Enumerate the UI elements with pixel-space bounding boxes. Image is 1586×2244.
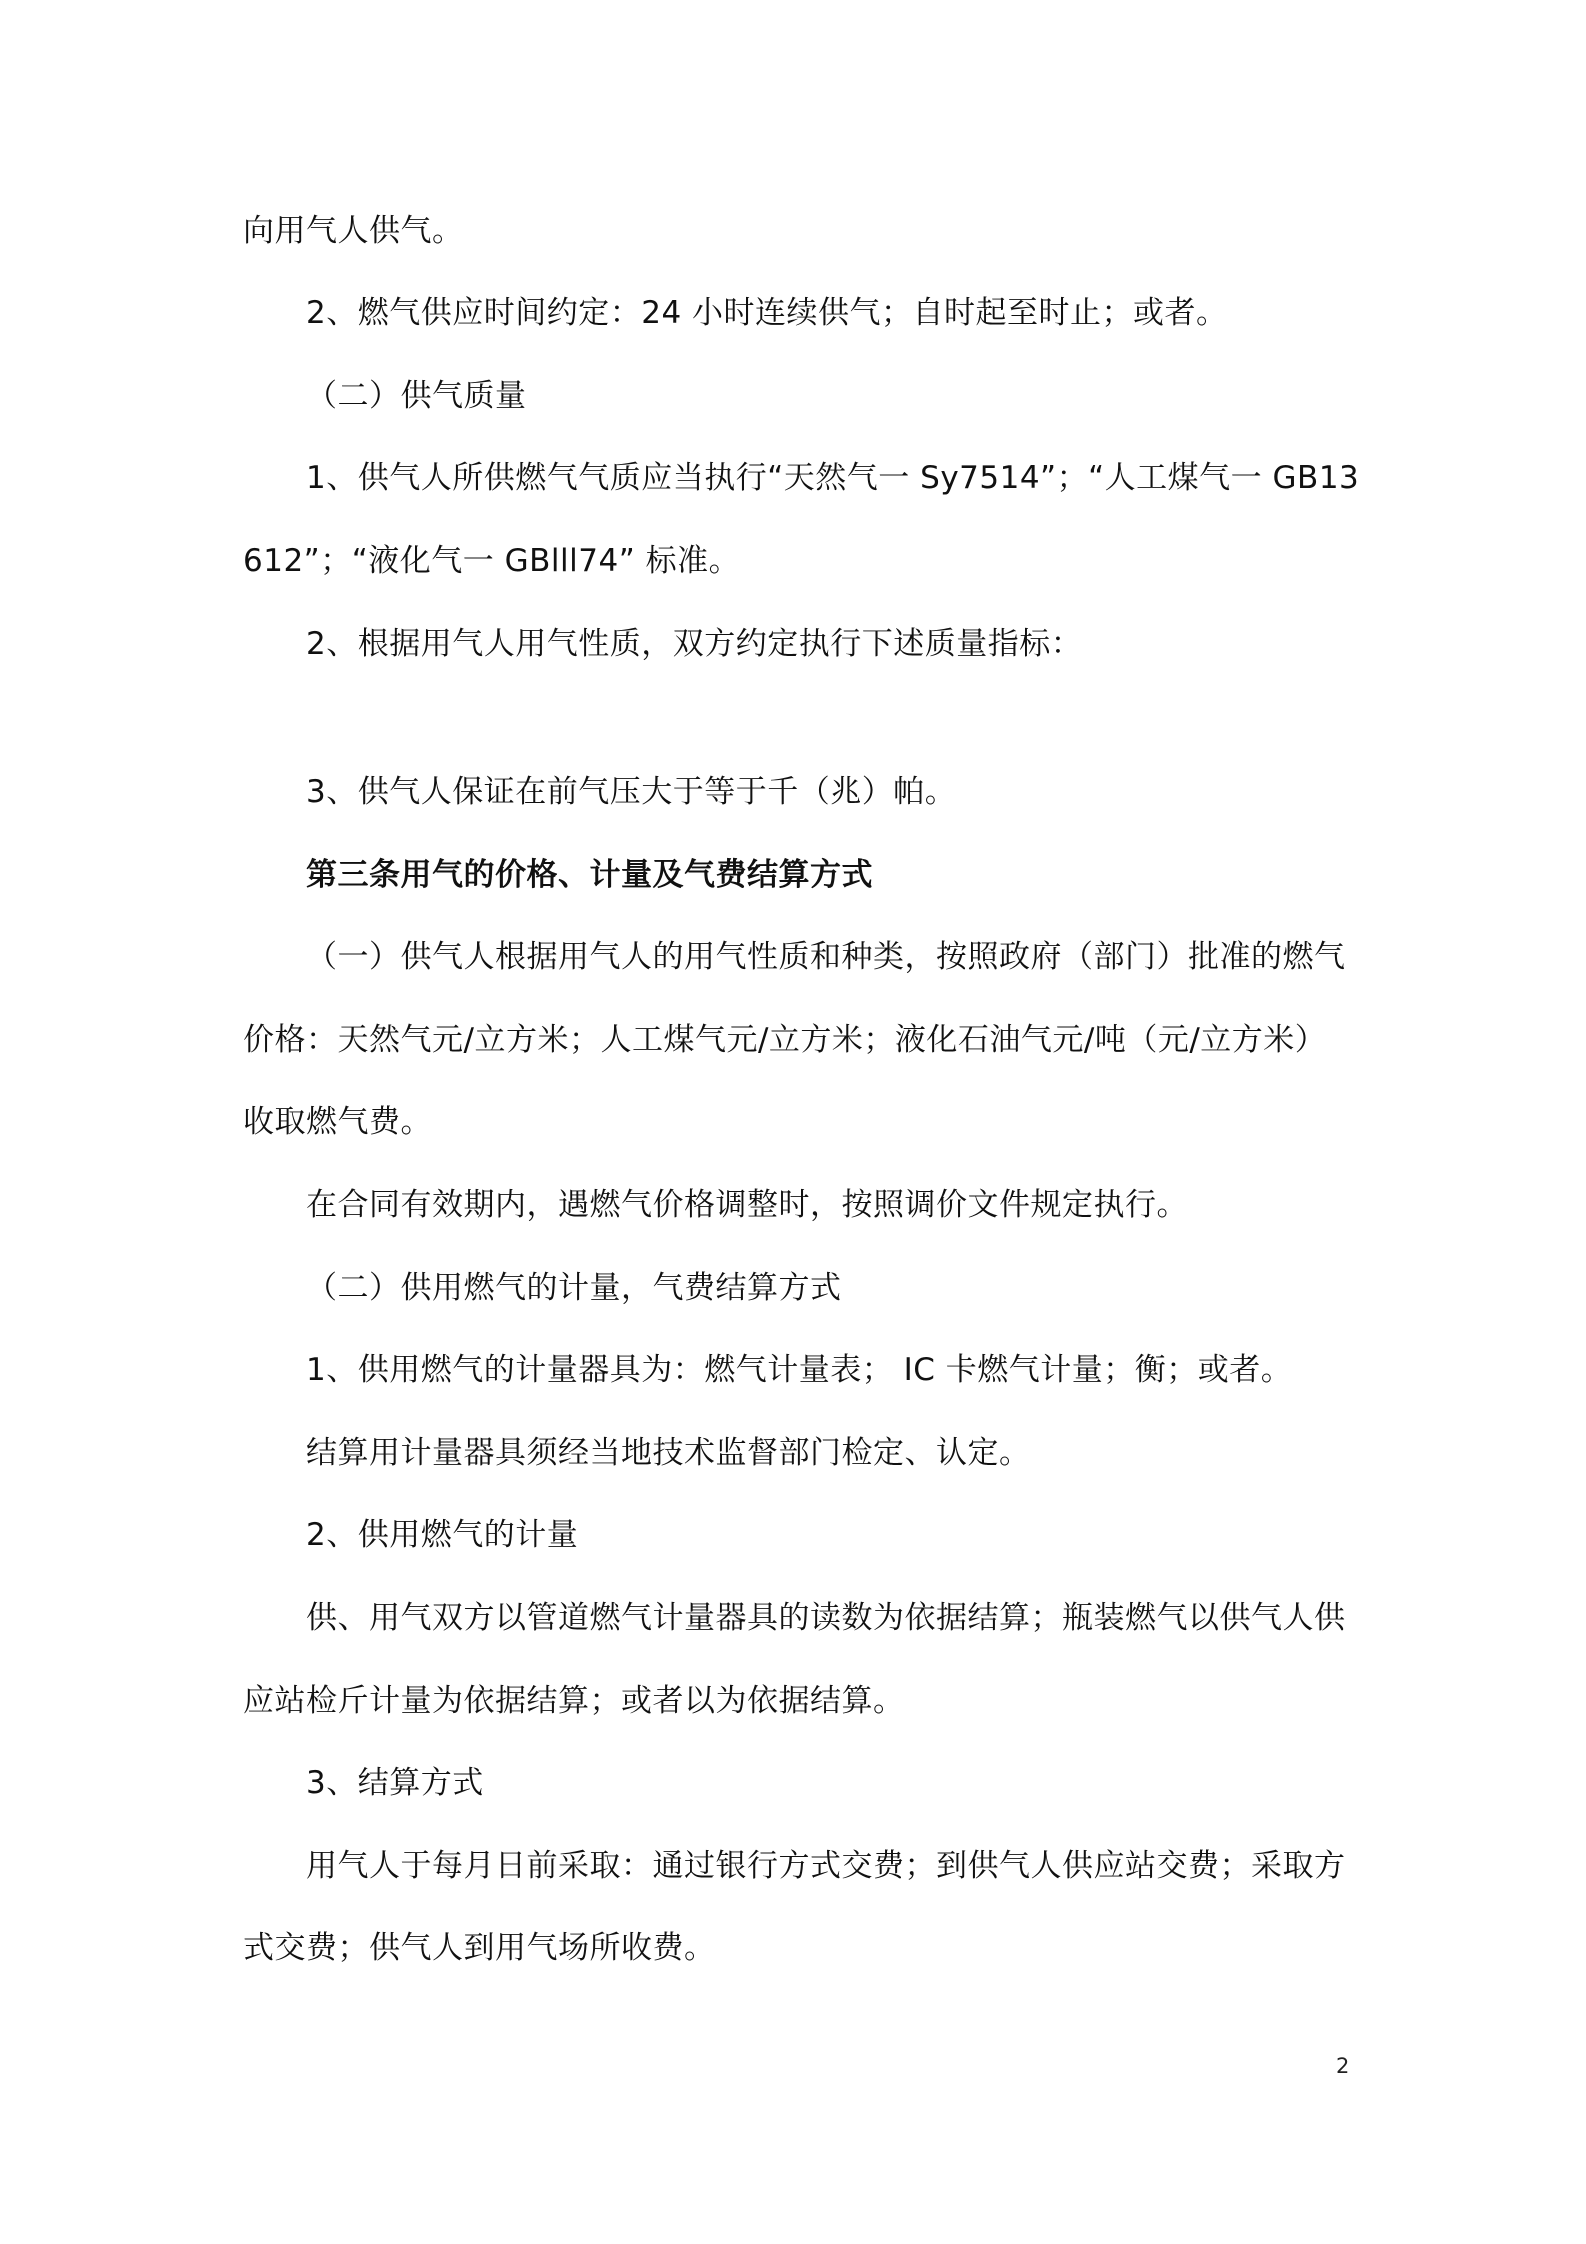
paragraph-line: 用气人于每月日前采取：通过银行方式交费；到供气人供应站交费；采取方: [306, 1848, 1346, 1884]
paragraph-line: 供、用气双方以管道燃气计量器具的读数为依据结算；瓶装燃气以供气人供: [306, 1600, 1346, 1636]
paragraph-line: 2、根据用气人用气性质，双方约定执行下述质量指标：: [306, 626, 1083, 662]
section-heading: （二）供气质量: [306, 378, 527, 414]
paragraph-line: 收取燃气费。: [243, 1104, 432, 1140]
paragraph-line: （一）供气人根据用气人的用气性质和种类，按照政府（部门）批准的燃气: [306, 939, 1346, 975]
paragraph-line: 2、燃气供应时间约定：24 小时连续供气；自时起至时止；或者。: [306, 295, 1228, 331]
page-number: 2: [1336, 2054, 1350, 2078]
section-heading: 3、结算方式: [306, 1765, 484, 1801]
article-heading: 第三条用气的价格、计量及气费结算方式: [306, 857, 873, 893]
paragraph-line: 向用气人供气。: [243, 213, 464, 249]
paragraph-line: 3、供气人保证在前气压大于等于千（兆）帕。: [306, 774, 957, 810]
paragraph-line: 结算用计量器具须经当地技术监督部门检定、认定。: [306, 1435, 1031, 1471]
paragraph-line: 应站检斤计量为依据结算；或者以为依据结算。: [243, 1683, 905, 1719]
paragraph-line: 1、供用燃气的计量器具为：燃气计量表； IC 卡燃气计量；衡；或者。: [306, 1352, 1293, 1388]
section-heading: 2、供用燃气的计量: [306, 1517, 579, 1553]
paragraph-line: 1、供气人所供燃气气质应当执行“天然气一 Sy7514”；“人工煤气一 GB13: [306, 460, 1360, 496]
paragraph-line: 在合同有效期内，遇燃气价格调整时，按照调价文件规定执行。: [306, 1187, 1188, 1223]
paragraph-line: 价格：天然气元/立方米；人工煤气元/立方米；液化石油气元/吨（元/立方米）: [243, 1022, 1327, 1058]
paragraph-line: 式交费；供气人到用气场所收费。: [243, 1930, 716, 1966]
paragraph-line: 612”；“液化气一 GBlll74” 标准。: [243, 543, 741, 579]
section-heading: （二）供用燃气的计量，气费结算方式: [306, 1270, 842, 1306]
